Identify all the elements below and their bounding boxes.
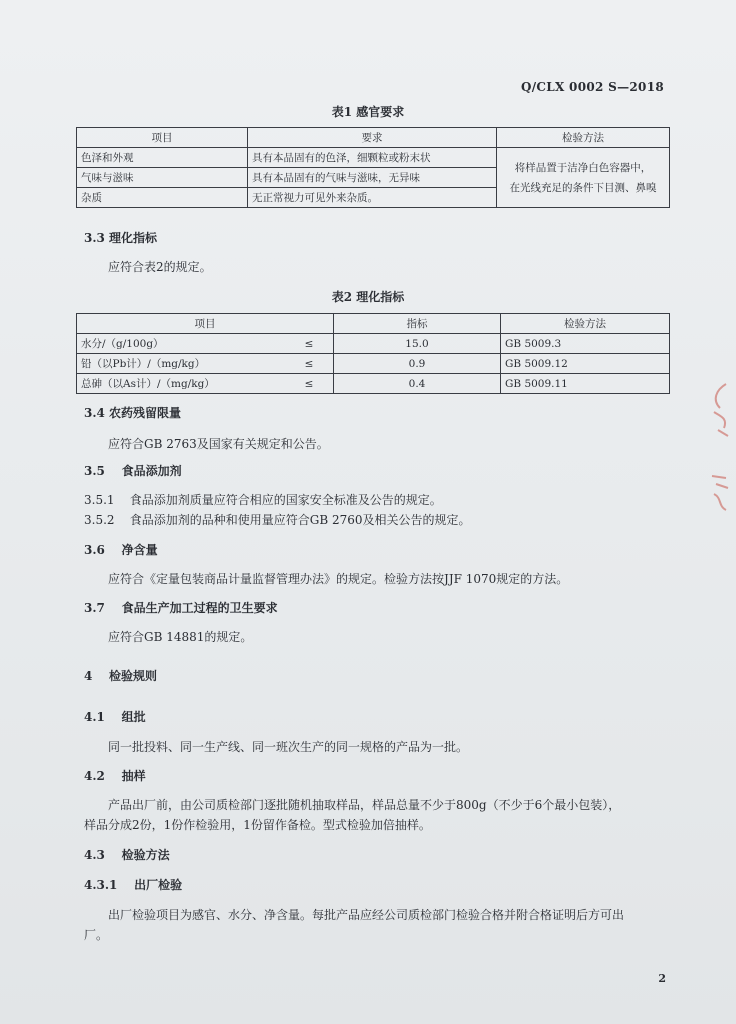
page-number: 2 xyxy=(658,972,666,985)
table-cell-operator: ≤ xyxy=(285,334,334,354)
table-header-cell: 项目 xyxy=(77,314,334,334)
table-cell-value: 0.4 xyxy=(334,374,501,394)
section-4-1-title: 4.1 组批 xyxy=(84,710,146,724)
table-cell: 具有本品固有的色泽，细颗粒或粉末状 xyxy=(248,148,497,168)
section-3-7-title: 3.7 食品生产加工过程的卫生要求 xyxy=(84,601,278,615)
table-cell-value: 0.9 xyxy=(334,354,501,374)
table1-caption: 表1 感官要求 xyxy=(331,105,405,119)
section-3-3-text: 应符合表2的规定。 xyxy=(108,260,212,274)
section-4-1-text: 同一批投料、同一生产线、同一班次生产的同一规格的产品为一批。 xyxy=(108,740,469,754)
table-row xyxy=(77,374,670,394)
table-cell-operator: ≤ xyxy=(285,354,334,374)
table-cell: 色泽和外观 xyxy=(77,148,248,168)
section-4-2-line2: 样品分成2份，1份作检验用，1份留作备检。型式检验加倍抽样。 xyxy=(84,818,431,832)
table-cell-method xyxy=(497,148,670,208)
table-cell: 铅（以Pb计）/（mg/kg） xyxy=(77,354,286,374)
table1-sensory xyxy=(76,127,670,208)
table-cell: 水分/（g/100g） xyxy=(77,334,286,354)
table-header-row xyxy=(77,128,670,148)
method-line: 将样品置于洁净白色容器中， xyxy=(514,161,652,174)
section-4-3-title: 4.3 检验方法 xyxy=(84,848,170,862)
method-line: 在光线充足的条件下目测、鼻嗅 xyxy=(509,181,657,194)
table-cell: GB 5009.3 xyxy=(501,334,670,354)
section-3-4-text: 应符合GB 2763及国家有关规定和公告。 xyxy=(108,437,329,451)
table2-caption: 表2 理化指标 xyxy=(331,290,405,304)
table-cell: 无正常视力可见外来杂质。 xyxy=(248,188,497,208)
table-row xyxy=(77,334,670,354)
section-4-2-line1: 产品出厂前，由公司质检部门逐批随机抽取样品，样品总量不少于800g（不少于6个最小包装）， xyxy=(108,798,621,812)
section-3-6-text: 应符合《定量包装商品计量监督管理办法》的规定。检验方法按JJF 1070规定的方法。 xyxy=(108,572,569,586)
table-cell: GB 5009.12 xyxy=(501,354,670,374)
seal-stamp-fragment xyxy=(706,470,732,530)
table-header-cell: 检验方法 xyxy=(497,128,670,148)
section-3-5-1-text: 3.5.1 食品添加剂质量应符合相应的国家安全标准及公告的规定。 xyxy=(84,493,442,507)
section-3-4-title: 3.4 农药残留限量 xyxy=(84,406,182,420)
table2-physicochemical xyxy=(76,313,670,394)
section-4-title: 4 检验规则 xyxy=(84,669,158,683)
table-header-row xyxy=(77,314,670,334)
section-4-3-1-line2: 厂。 xyxy=(84,928,109,942)
table-cell: 总砷（以As计）/（mg/kg） xyxy=(77,374,286,394)
section-4-3-1-title: 4.3.1 出厂检验 xyxy=(84,878,183,892)
table-header-cell: 项目 xyxy=(77,128,248,148)
table-cell: GB 5009.11 xyxy=(501,374,670,394)
section-4-3-1-line1: 出厂检验项目为感官、水分、净含量。每批产品应经公司质检部门检验合格并附合格证明后方可出 xyxy=(108,908,625,922)
table-cell: 杂质 xyxy=(77,188,248,208)
table-cell-operator: ≤ xyxy=(285,374,334,394)
table-header-cell: 检验方法 xyxy=(501,314,670,334)
table-row xyxy=(77,148,670,168)
standard-code: Q/CLX 0002 S—2018 xyxy=(520,80,664,94)
table-cell: 气味与滋味 xyxy=(77,168,248,188)
section-3-6-title: 3.6 净含量 xyxy=(84,543,158,557)
table-cell-value: 15.0 xyxy=(334,334,501,354)
section-4-2-title: 4.2 抽样 xyxy=(84,769,146,783)
section-3-5-title: 3.5 食品添加剂 xyxy=(84,464,182,478)
table-cell: 具有本品固有的气味与滋味，无异味 xyxy=(248,168,497,188)
table-header-cell: 指标 xyxy=(334,314,501,334)
section-3-3-title: 3.3 理化指标 xyxy=(84,231,158,245)
seal-stamp-fragment xyxy=(706,380,732,440)
section-3-5-2-text: 3.5.2 食品添加剂的品种和使用量应符合GB 2760及相关公告的规定。 xyxy=(84,513,471,527)
table-row xyxy=(77,354,670,374)
section-3-7-text: 应符合GB 14881的规定。 xyxy=(108,630,253,644)
table-header-cell: 要求 xyxy=(248,128,497,148)
